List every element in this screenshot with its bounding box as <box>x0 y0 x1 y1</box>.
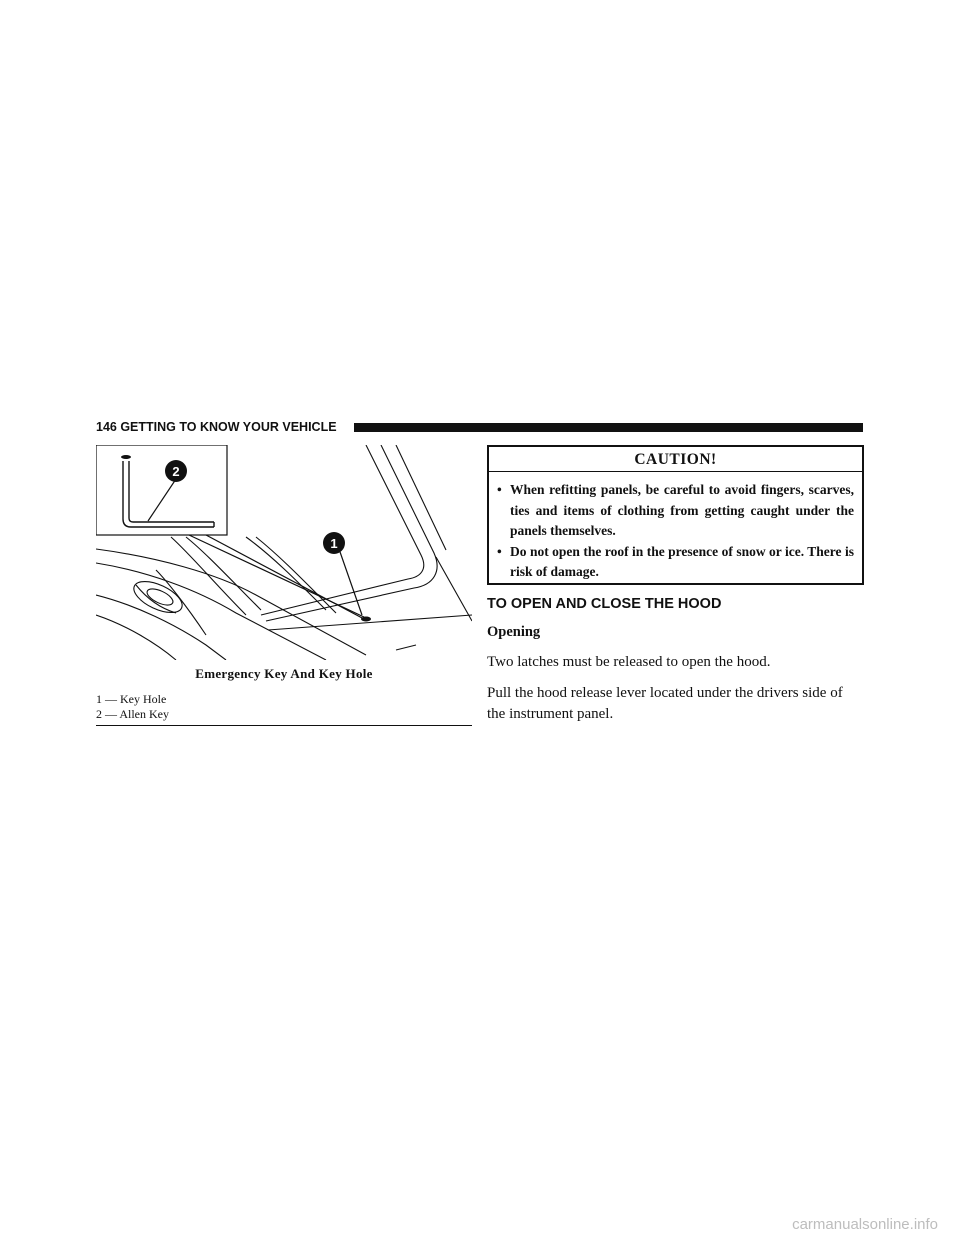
watermark: carmanualsonline.info <box>792 1216 938 1233</box>
page-header <box>96 420 863 434</box>
body-paragraph: Two latches must be released to open the hood. <box>487 654 771 670</box>
caution-list <box>489 472 862 583</box>
figure-caption: Emergency Key And Key Hole <box>195 666 373 681</box>
page-number-and-section: 146 GETTING TO KNOW YOUR VEHICLE <box>96 420 337 434</box>
figure-legend <box>96 692 472 722</box>
callout-1 <box>323 532 345 554</box>
legend-item-key-hole: 1 — Key Hole <box>96 692 167 706</box>
caution-box <box>487 445 864 585</box>
caution-item-text: When refitting panels, be careful to avoid fingers, scarves, ties and items of clothing from getting caught under the panels themselves. <box>510 482 854 538</box>
caution-title: CAUTION! <box>489 447 862 472</box>
legend-divider <box>96 725 472 726</box>
callout-1-label: 1 <box>330 536 338 551</box>
caution-item-text: Do not open the roof in the presence of snow or ice. There is risk of damage. <box>510 543 854 579</box>
bullet-icon: • <box>497 482 502 497</box>
emergency-key-figure <box>96 445 472 660</box>
body-paragraph: Pull the hood release lever located under the drivers side of the instrument panel. <box>487 685 843 722</box>
callout-2-label: 2 <box>172 464 180 479</box>
subheading-opening: Opening <box>487 624 541 640</box>
caution-item <box>493 480 854 542</box>
callout-2 <box>165 460 187 482</box>
caution-item <box>493 542 854 583</box>
section-heading: TO OPEN AND CLOSE THE HOOD <box>487 596 722 612</box>
legend-item-allen-key: 2 — Allen Key <box>96 707 169 721</box>
roof-illustration <box>96 445 472 660</box>
header-rule <box>354 423 863 432</box>
bullet-icon: • <box>497 543 502 559</box>
